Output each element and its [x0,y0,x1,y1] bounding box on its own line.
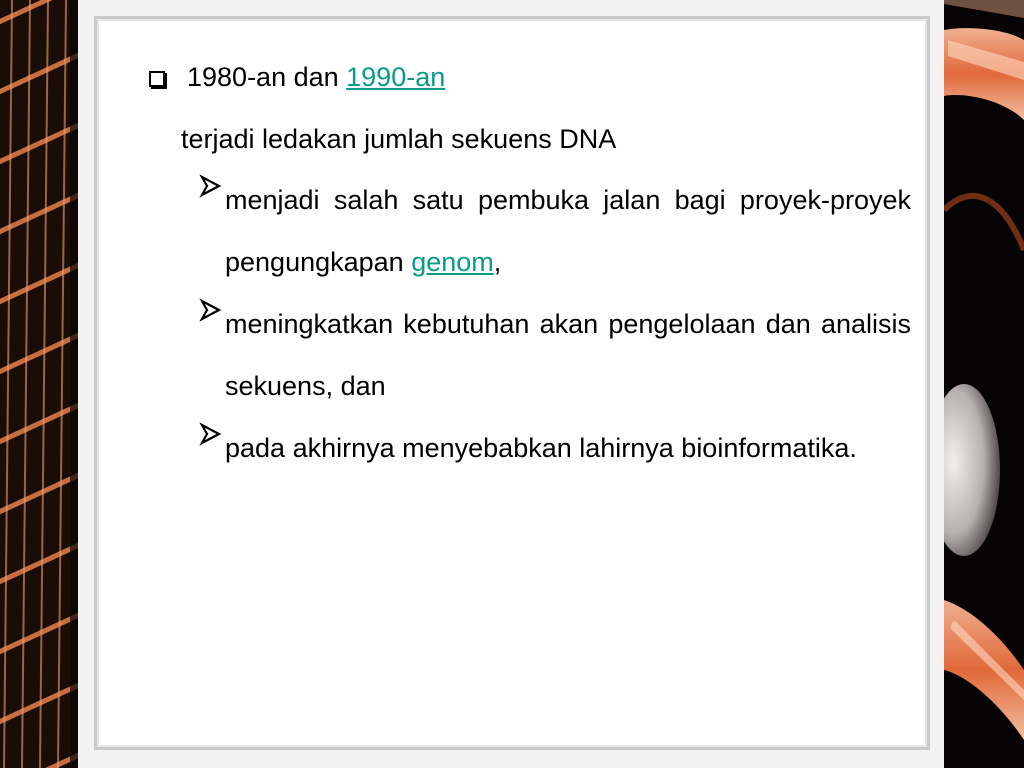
bullet-text-3: pada akhirnya menyebabkan lahirnya bioinformatika. [225,433,857,463]
subheading-line: terjadi ledakan jumlah sekuens DNA [181,124,617,154]
slide-body [97,19,927,747]
bamboo-texture-image [0,0,78,768]
heading-line [149,61,445,93]
bullet-text-1-main: menjadi salah satu pembuka jalan bagi proyek-proyek pengungkapan [225,185,911,277]
heading-prefix: 1980-an dan [187,62,347,92]
bullet-text-1-suffix: , [493,247,502,277]
link-genom[interactable]: genom [411,247,494,277]
bullet-text-2: meningkatkan kebutuhan akan pengelolaan dan analisis sekuens, dan [225,309,911,401]
checkbox-square-icon [149,71,165,87]
left-decoration [0,0,78,768]
arrowhead-icon [199,293,225,325]
slide-content-frame [94,16,930,750]
arrowhead-icon [199,169,225,201]
link-1990-an[interactable]: 1990-an [346,62,446,92]
abstract-shapes-image [944,0,1024,768]
bullet-text-1 [225,169,911,293]
slide-panel [78,0,944,768]
right-decoration [944,0,1024,768]
arrowhead-icon [199,417,225,449]
